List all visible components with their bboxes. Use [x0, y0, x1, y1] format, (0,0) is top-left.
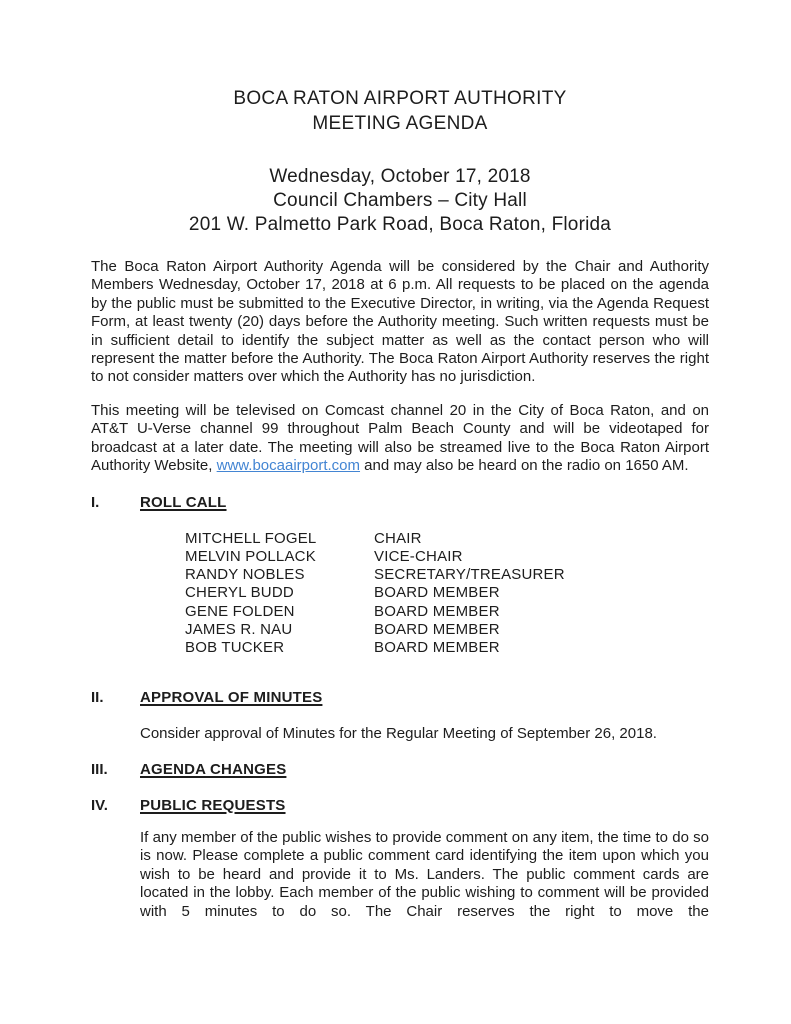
meeting-location: Council Chambers – City Hall	[273, 190, 527, 211]
member-name: MITCHELL FOGEL	[185, 529, 317, 547]
member-title: BOARD MEMBER	[374, 639, 500, 657]
meeting-address: 201 W. Palmetto Park Road, Boca Raton, Florida	[188, 214, 612, 235]
member-name: BOB TUCKER	[185, 639, 285, 657]
section-heading-text: ROLL CALL	[140, 494, 227, 512]
roll-call-row	[185, 548, 709, 566]
member-title: BOARD MEMBER	[374, 620, 500, 638]
member-name: JAMES R. NAU	[185, 620, 293, 638]
agenda-page	[91, 0, 709, 921]
section-body-text: If any member of the public wishes to provide comment on any item, the time to do so is now. Please complete a public comment card identifying the item upon which you wish to be heard and provide it to Ms. Landers. The public comment cards are located in the lobby. Each member of the public wishing to comment will be provided with 5 minutes to do so. The Chair reserves the right to move the	[140, 828, 709, 920]
section-agenda-changes	[91, 761, 709, 779]
roll-call-row	[185, 530, 709, 548]
section-heading	[91, 761, 709, 779]
broadcast-paragraph	[91, 402, 709, 476]
section-numeral: III.	[91, 761, 108, 779]
meeting-date: Wednesday, October 17, 2018	[269, 166, 531, 187]
member-name: GENE FOLDEN	[185, 602, 295, 620]
section-heading	[91, 689, 709, 707]
intro-paragraph: The Boca Raton Airport Authority Agenda will be considered by the Chair and Authority Members Wednesday, October 17, 2018 at 6 p.m. All requests to be placed on the agenda by the public must be submitted to the Executive Director, in writing, via the Agenda Request Form, at least twenty (20) days before the Authority meeting. Such written requests must be in sufficient detail to identify the subject matter as well as the contact person who will represent the matter before the Authority. The Boca Raton Airport Authority reserves the right to not consider matters over which the Authority has no jurisdiction.	[91, 258, 709, 386]
section-numeral: I.	[91, 494, 100, 512]
section-heading	[91, 797, 709, 815]
document-title-line2: MEETING AGENDA	[312, 113, 488, 134]
section-numeral: II.	[91, 689, 104, 707]
member-name: CHERYL BUDD	[185, 584, 294, 602]
roll-call-row	[185, 584, 709, 602]
section-roll-call	[91, 494, 709, 657]
member-title: CHAIR	[374, 529, 422, 547]
section-heading-text: APPROVAL OF MINUTES	[140, 689, 323, 707]
section-heading	[91, 494, 709, 512]
broadcast-text-after-link: and may also be heard on the radio on 1650 AM.	[360, 457, 689, 475]
section-heading-text: AGENDA CHANGES	[140, 761, 287, 779]
member-title: BOARD MEMBER	[374, 602, 500, 620]
roll-call-row	[185, 621, 709, 639]
section-body-text: Consider approval of Minutes for the Regular Meeting of September 26, 2018.	[140, 724, 657, 742]
member-name: MELVIN POLLACK	[185, 548, 316, 566]
roll-call-row	[185, 639, 709, 657]
section-approval-of-minutes	[91, 689, 709, 743]
section-heading-text: PUBLIC REQUESTS	[140, 796, 286, 814]
member-title: VICE-CHAIR	[374, 548, 463, 566]
document-title-block	[91, 0, 709, 136]
airport-website-link[interactable]: www.bocaairport.com	[216, 457, 361, 475]
roll-call-list	[185, 530, 709, 657]
roll-call-row	[185, 566, 709, 584]
document-title-line1: BOCA RATON AIRPORT AUTHORITY	[233, 88, 567, 109]
section-public-requests	[91, 797, 709, 921]
roll-call-row	[185, 603, 709, 621]
broadcast-text-before-link: This meeting will be televised on Comcast channel 20 in the City of Boca Raton, and on AT&T U-Verse channel 99 throughout Palm Beach County and will be videotaped for broadcast at a later date. The meeting will also be streamed live to the Boca Raton Airport Authority Website,	[91, 401, 709, 475]
member-name: RANDY NOBLES	[185, 566, 305, 584]
section-numeral: IV.	[91, 796, 108, 814]
member-title: SECRETARY/TREASURER	[374, 566, 565, 584]
meeting-venue-block	[91, 165, 709, 237]
member-title: BOARD MEMBER	[374, 584, 500, 602]
